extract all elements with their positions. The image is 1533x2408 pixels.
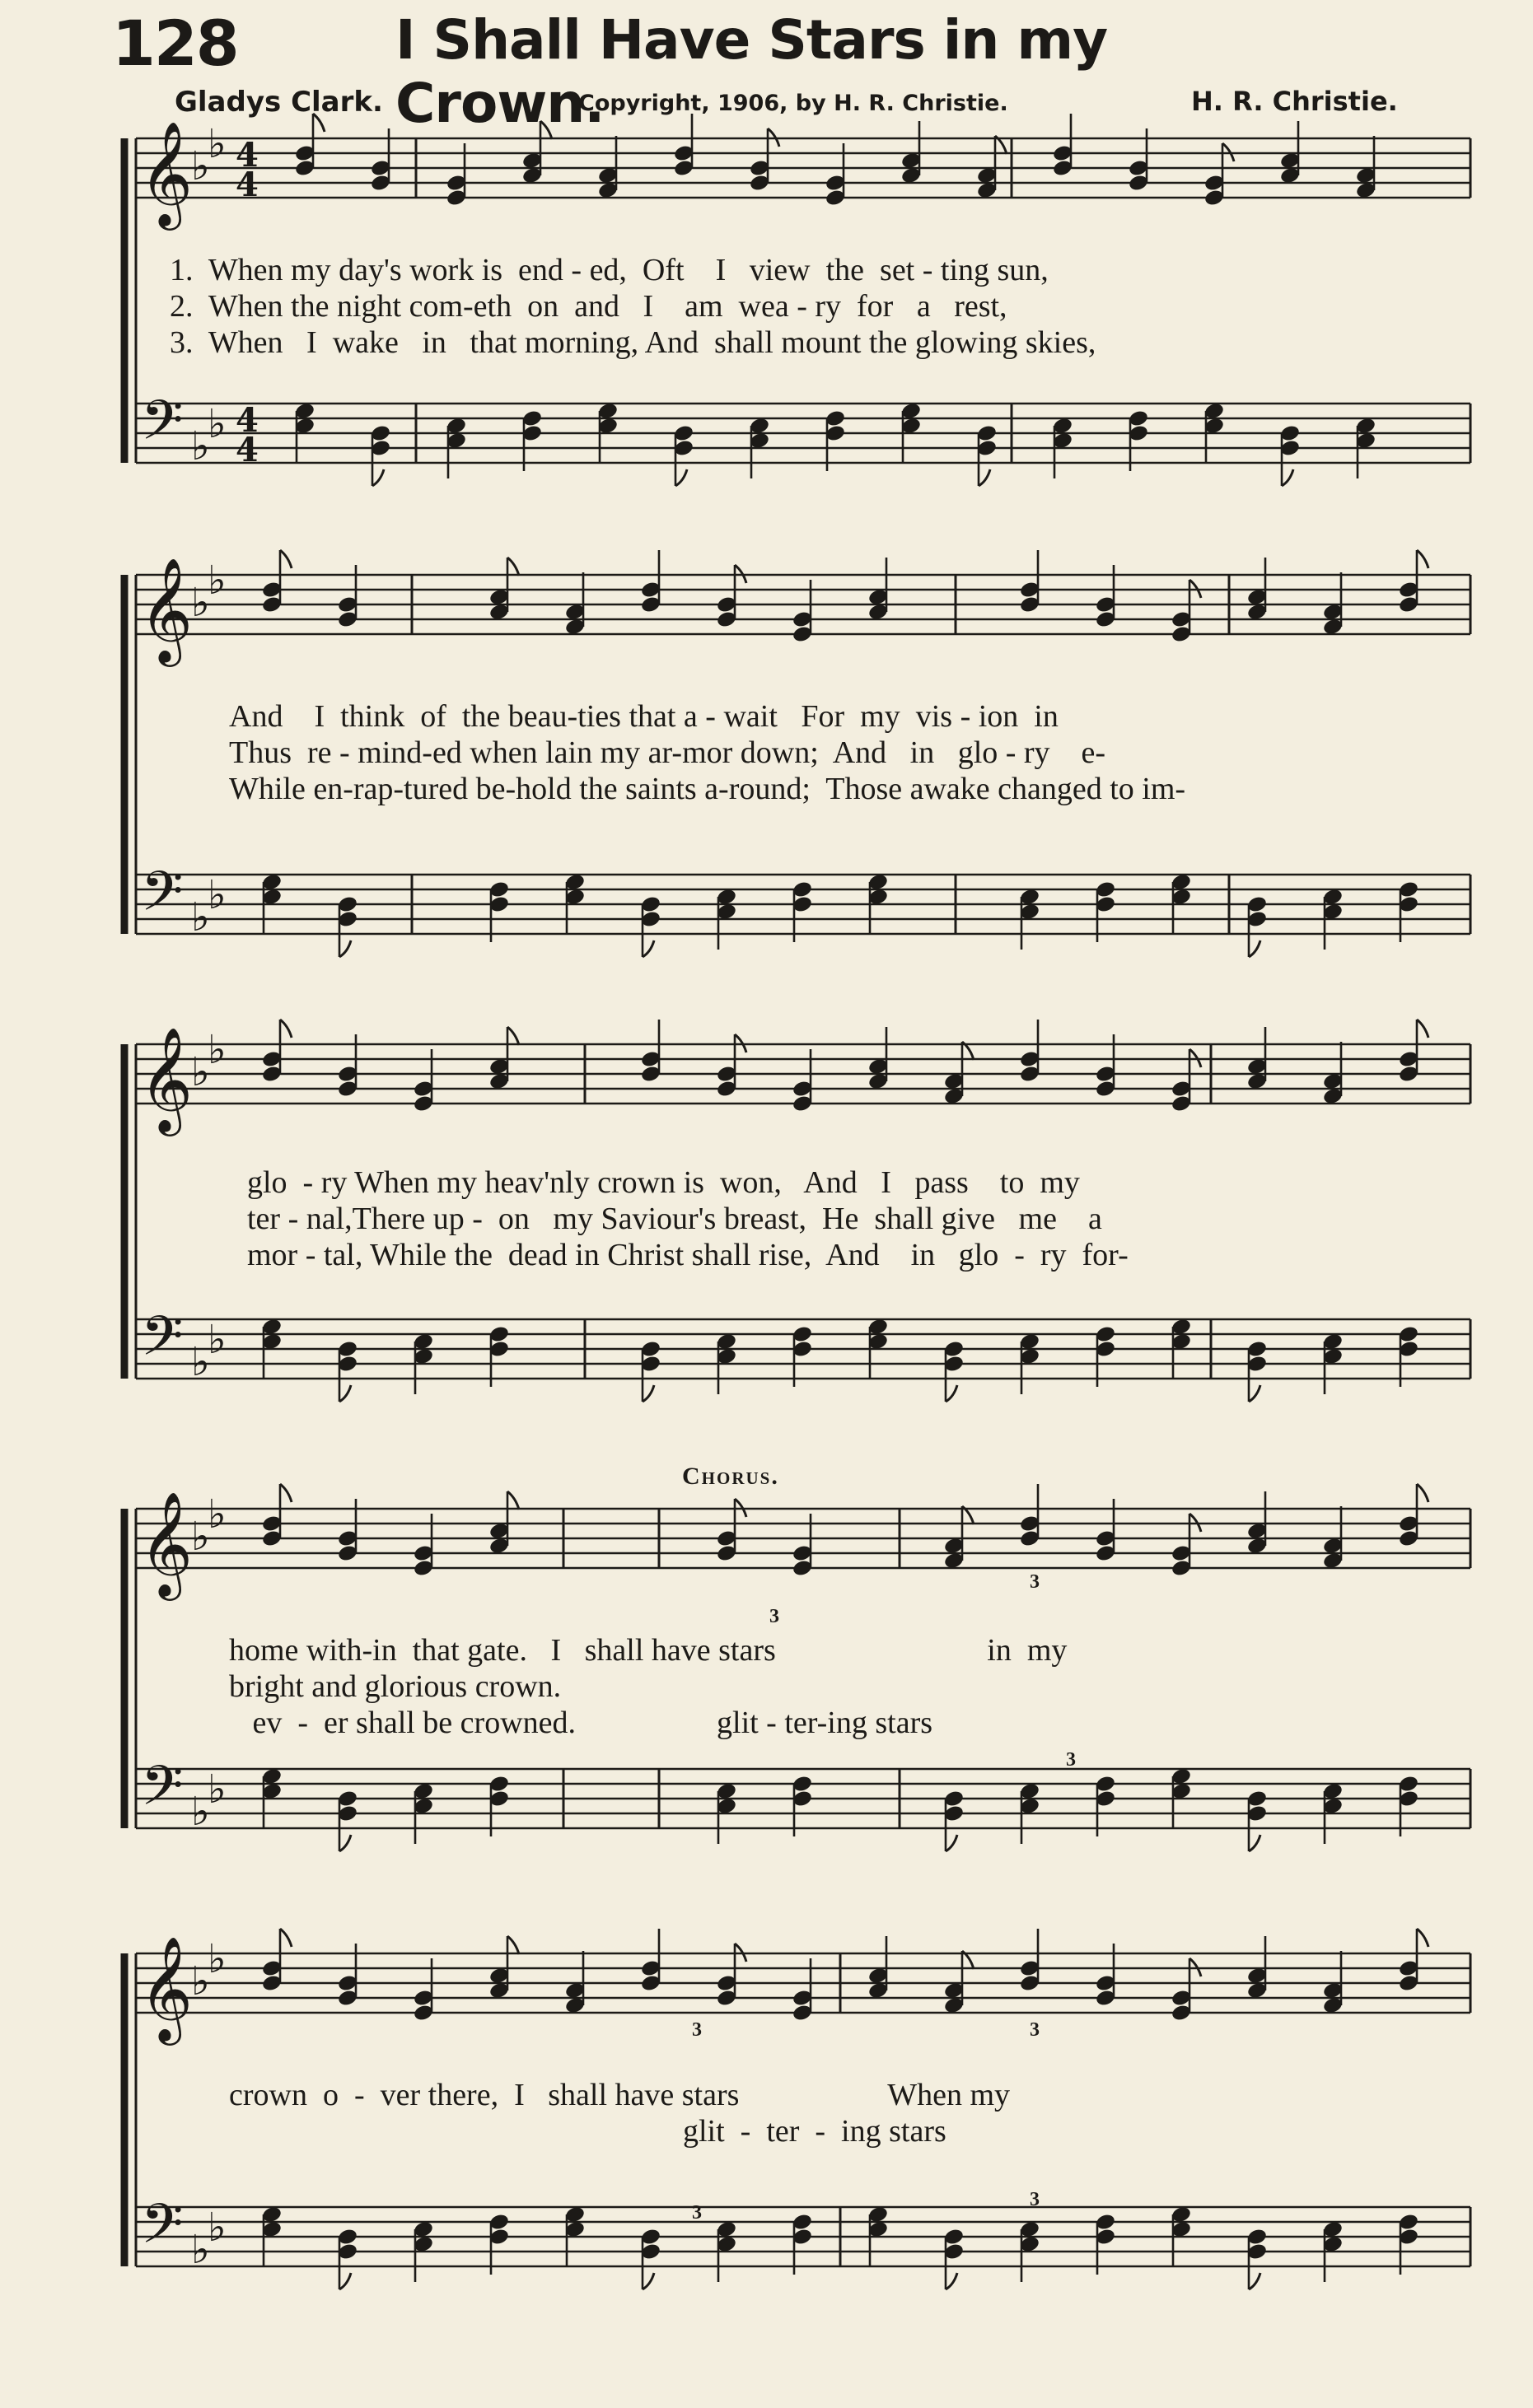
hymn-number: 128 <box>112 7 238 80</box>
lyricist-credit: Gladys Clark. <box>175 86 383 119</box>
lyric-line: glo - ry When my heav'nly crown is won, And I pass to my <box>247 1165 1080 1200</box>
flat-sign: ♭ <box>191 1789 210 1835</box>
treble-clef: 𝄞 <box>139 120 194 226</box>
note-flag <box>280 550 292 568</box>
time-signature: 4 <box>236 401 259 440</box>
lyric-line: mor - tal, While the dead in Christ shall rise, And in glo - ry for- <box>247 1238 1129 1272</box>
flat-sign: ♭ <box>208 1936 227 1982</box>
flat-sign: ♭ <box>191 423 210 469</box>
triplet-mark: 3 <box>769 1606 779 1627</box>
flat-sign: ♭ <box>191 2227 210 2273</box>
flat-sign: ♭ <box>191 1049 210 1095</box>
time-signature: 4 <box>236 136 259 175</box>
note-flag <box>339 940 351 957</box>
bass-clef: 𝄢 <box>141 2192 184 2269</box>
chorus-label: Chorus. <box>682 1463 779 1490</box>
note-flag <box>507 1027 519 1045</box>
note-flag <box>372 469 384 486</box>
time-signature: 4 <box>236 166 259 204</box>
note-flag <box>339 2273 351 2289</box>
treble-clef: 𝄞 <box>139 1935 194 2041</box>
note-flag <box>1249 940 1260 957</box>
note-flag <box>1417 1484 1428 1502</box>
note-flag <box>979 469 990 486</box>
flat-sign: ♭ <box>208 1317 227 1363</box>
treble-clef: 𝄞 <box>139 557 194 662</box>
triplet-mark: 3 <box>1030 2189 1040 2210</box>
note-flag <box>1249 2273 1260 2289</box>
note-flag <box>507 558 519 576</box>
flat-sign: ♭ <box>208 1491 227 1538</box>
hymn-title: I Shall Have Stars in my Crown. <box>395 8 1108 135</box>
flat-sign: ♭ <box>191 894 210 940</box>
flat-sign: ♭ <box>191 580 210 626</box>
time-signature: 4 <box>236 431 259 469</box>
flat-sign: ♭ <box>208 401 227 447</box>
flat-sign: ♭ <box>208 872 227 918</box>
composer-credit: H. R. Christie. <box>1191 86 1398 117</box>
lyric-line: 2. When the night com-eth on and I am wea - ry for a rest, <box>170 289 1007 324</box>
flat-sign: ♭ <box>191 1339 210 1385</box>
note-flag <box>507 1936 519 1954</box>
bass-clef: 𝄢 <box>141 389 184 465</box>
lyric-line: Thus re - mind-ed when lain my ar-mor down; And in glo - ry e- <box>229 735 1106 770</box>
note-flag <box>946 1385 957 1402</box>
triplet-mark: 3 <box>1066 1749 1076 1771</box>
flat-sign: ♭ <box>208 558 227 604</box>
lyric-line: home with-in that gate. I shall have stars in my <box>229 1633 1068 1668</box>
note-flag <box>540 121 552 139</box>
note-flag <box>339 1835 351 1851</box>
note-flag <box>946 1835 957 1851</box>
note-flag <box>1282 469 1293 486</box>
note-flag <box>1417 550 1428 568</box>
note-flag <box>280 1484 292 1502</box>
lyric-line: 1. When my day's work is end - ed, Oft I view the set - ting sun, <box>170 253 1049 287</box>
note-flag <box>1417 1929 1428 1947</box>
bass-clef: 𝄢 <box>141 1304 184 1381</box>
note-flag <box>1249 1835 1260 1851</box>
flat-sign: ♭ <box>208 2205 227 2251</box>
triplet-mark: 3 <box>1030 1571 1040 1593</box>
lyric-line: glit - ter - ing stars <box>229 2114 946 2149</box>
note-flag <box>643 1385 654 1402</box>
note-flag <box>643 2273 654 2289</box>
lyric-line: ev - er shall be crowned. glit - ter-ing stars <box>229 1706 933 1740</box>
flat-sign: ♭ <box>191 1514 210 1560</box>
lyric-line: ter - nal,There up - on my Saviour's breast, He shall give me a <box>247 1202 1102 1236</box>
flat-sign: ♭ <box>191 143 210 189</box>
note-flag <box>339 1385 351 1402</box>
note-flag <box>1417 1020 1428 1038</box>
lyric-line: bright and glorious crown. <box>229 1669 562 1704</box>
bass-clef: 𝄢 <box>141 1754 184 1831</box>
note-flag <box>1249 1385 1260 1402</box>
note-flag <box>643 940 654 957</box>
treble-clef: 𝄞 <box>139 1491 194 1596</box>
flat-sign: ♭ <box>208 1766 227 1813</box>
lyric-line: 3. When I wake in that morning, And shall mount the glowing skies, <box>170 325 1096 360</box>
lyric-line: And I think of the beau-ties that a - wait For my vis - ion in <box>229 699 1059 734</box>
triplet-mark: 3 <box>692 2019 702 2041</box>
note-flag <box>313 114 325 132</box>
note-flag <box>675 469 687 486</box>
bass-clef: 𝄢 <box>141 860 184 936</box>
note-flag <box>280 1929 292 1947</box>
lyric-line: crown o - ver there, I shall have stars When my <box>229 2078 1010 2112</box>
triplet-mark: 3 <box>692 2202 702 2224</box>
flat-sign: ♭ <box>208 121 227 167</box>
note-flag <box>946 2273 957 2289</box>
lyric-line: While en-rap-tured be-hold the saints a-round; Those awake changed to im- <box>229 772 1186 806</box>
flat-sign: ♭ <box>191 1958 210 2004</box>
note-flag <box>280 1020 292 1038</box>
copyright-notice: Copyright, 1906, by H. R. Christie. <box>578 91 1008 116</box>
treble-clef: 𝄞 <box>139 1026 194 1132</box>
note-flag <box>507 1491 519 1510</box>
flat-sign: ♭ <box>208 1027 227 1073</box>
triplet-mark: 3 <box>1030 2019 1040 2041</box>
